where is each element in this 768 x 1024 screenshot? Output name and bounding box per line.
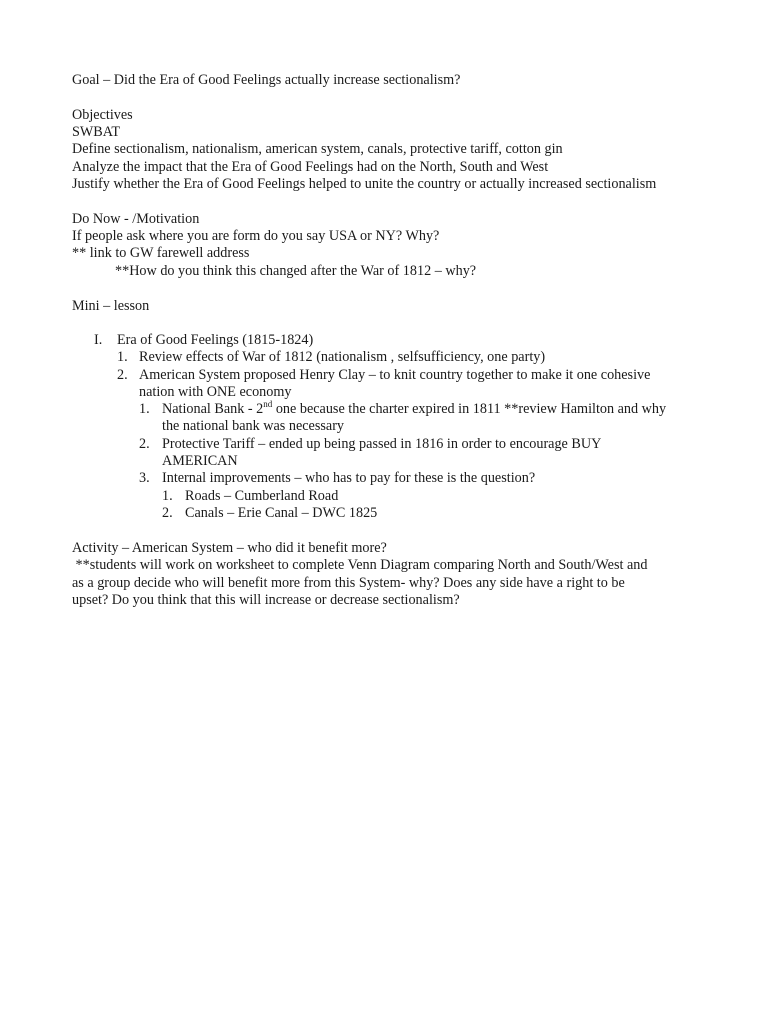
goal-line: Goal – Did the Era of Good Feelings actually increase sectionalism? xyxy=(72,72,461,88)
activity-line1: **students will work on worksheet to complete Venn Diagram comparing North and South/West and xyxy=(72,557,648,573)
objectives-heading: Objectives xyxy=(72,107,133,123)
swbat-label: SWBAT xyxy=(72,124,121,140)
sub2-number: 2. xyxy=(139,436,150,452)
sub1-text-line1 xyxy=(162,401,666,418)
item2-text-line2: nation with ONE economy xyxy=(139,384,292,400)
section-title: Era of Good Feelings (1815-1824) xyxy=(117,332,314,348)
activity-heading: Activity – American System – who did it benefit more? xyxy=(72,540,387,556)
objective-define: Define sectionalism, nationalism, american system, canals, protective tariff, cotton gin xyxy=(72,141,563,157)
sub1-superscript: nd xyxy=(263,399,273,409)
item2-text-line1: American System proposed Henry Clay – to knit country together to make it one cohesive xyxy=(139,367,651,383)
sub3-text: Internal improvements – who has to pay for these is the question? xyxy=(162,470,536,486)
do-now-link: ** link to GW farewell address xyxy=(72,245,250,261)
section-number: I. xyxy=(94,332,103,348)
sub3b-number: 2. xyxy=(162,505,173,521)
sub1-number: 1. xyxy=(139,401,150,417)
activity-line2: as a group decide who will benefit more from this System- why? Does any side have a right to be xyxy=(72,575,625,591)
do-now-heading: Do Now - /Motivation xyxy=(72,211,200,227)
sub1-text-after: one because the charter expired in 1811 **review Hamilton and why xyxy=(272,401,667,417)
sub3b-text: Canals – Erie Canal – DWC 1825 xyxy=(185,505,378,521)
sub1-text-line2: the national bank was necessary xyxy=(162,418,345,434)
do-now-followup: **How do you think this changed after the War of 1812 – why? xyxy=(115,263,477,279)
item1-number: 1. xyxy=(117,349,128,365)
item2-number: 2. xyxy=(117,367,128,383)
sub2-text-line1: Protective Tariff – ended up being passed in 1816 in order to encourage BUY xyxy=(162,436,602,452)
objective-justify: Justify whether the Era of Good Feelings helped to unite the country or actually increased sectionalism xyxy=(72,176,657,192)
activity-line3: upset? Do you think that this will increase or decrease sectionalism? xyxy=(72,592,460,608)
objective-analyze: Analyze the impact that the Era of Good Feelings had on the North, South and West xyxy=(72,159,549,175)
item1-text: Review effects of War of 1812 (nationalism , selfsufficiency, one party) xyxy=(139,349,546,365)
sub3a-number: 1. xyxy=(162,488,173,504)
do-now-question: If people ask where you are form do you say USA or NY? Why? xyxy=(72,228,440,244)
sub3-number: 3. xyxy=(139,470,150,486)
sub3a-text: Roads – Cumberland Road xyxy=(185,488,339,504)
sub2-text-line2: AMERICAN xyxy=(162,453,238,469)
mini-lesson-heading: Mini – lesson xyxy=(72,298,150,314)
sub1-text-before: National Bank - 2 xyxy=(162,401,264,417)
